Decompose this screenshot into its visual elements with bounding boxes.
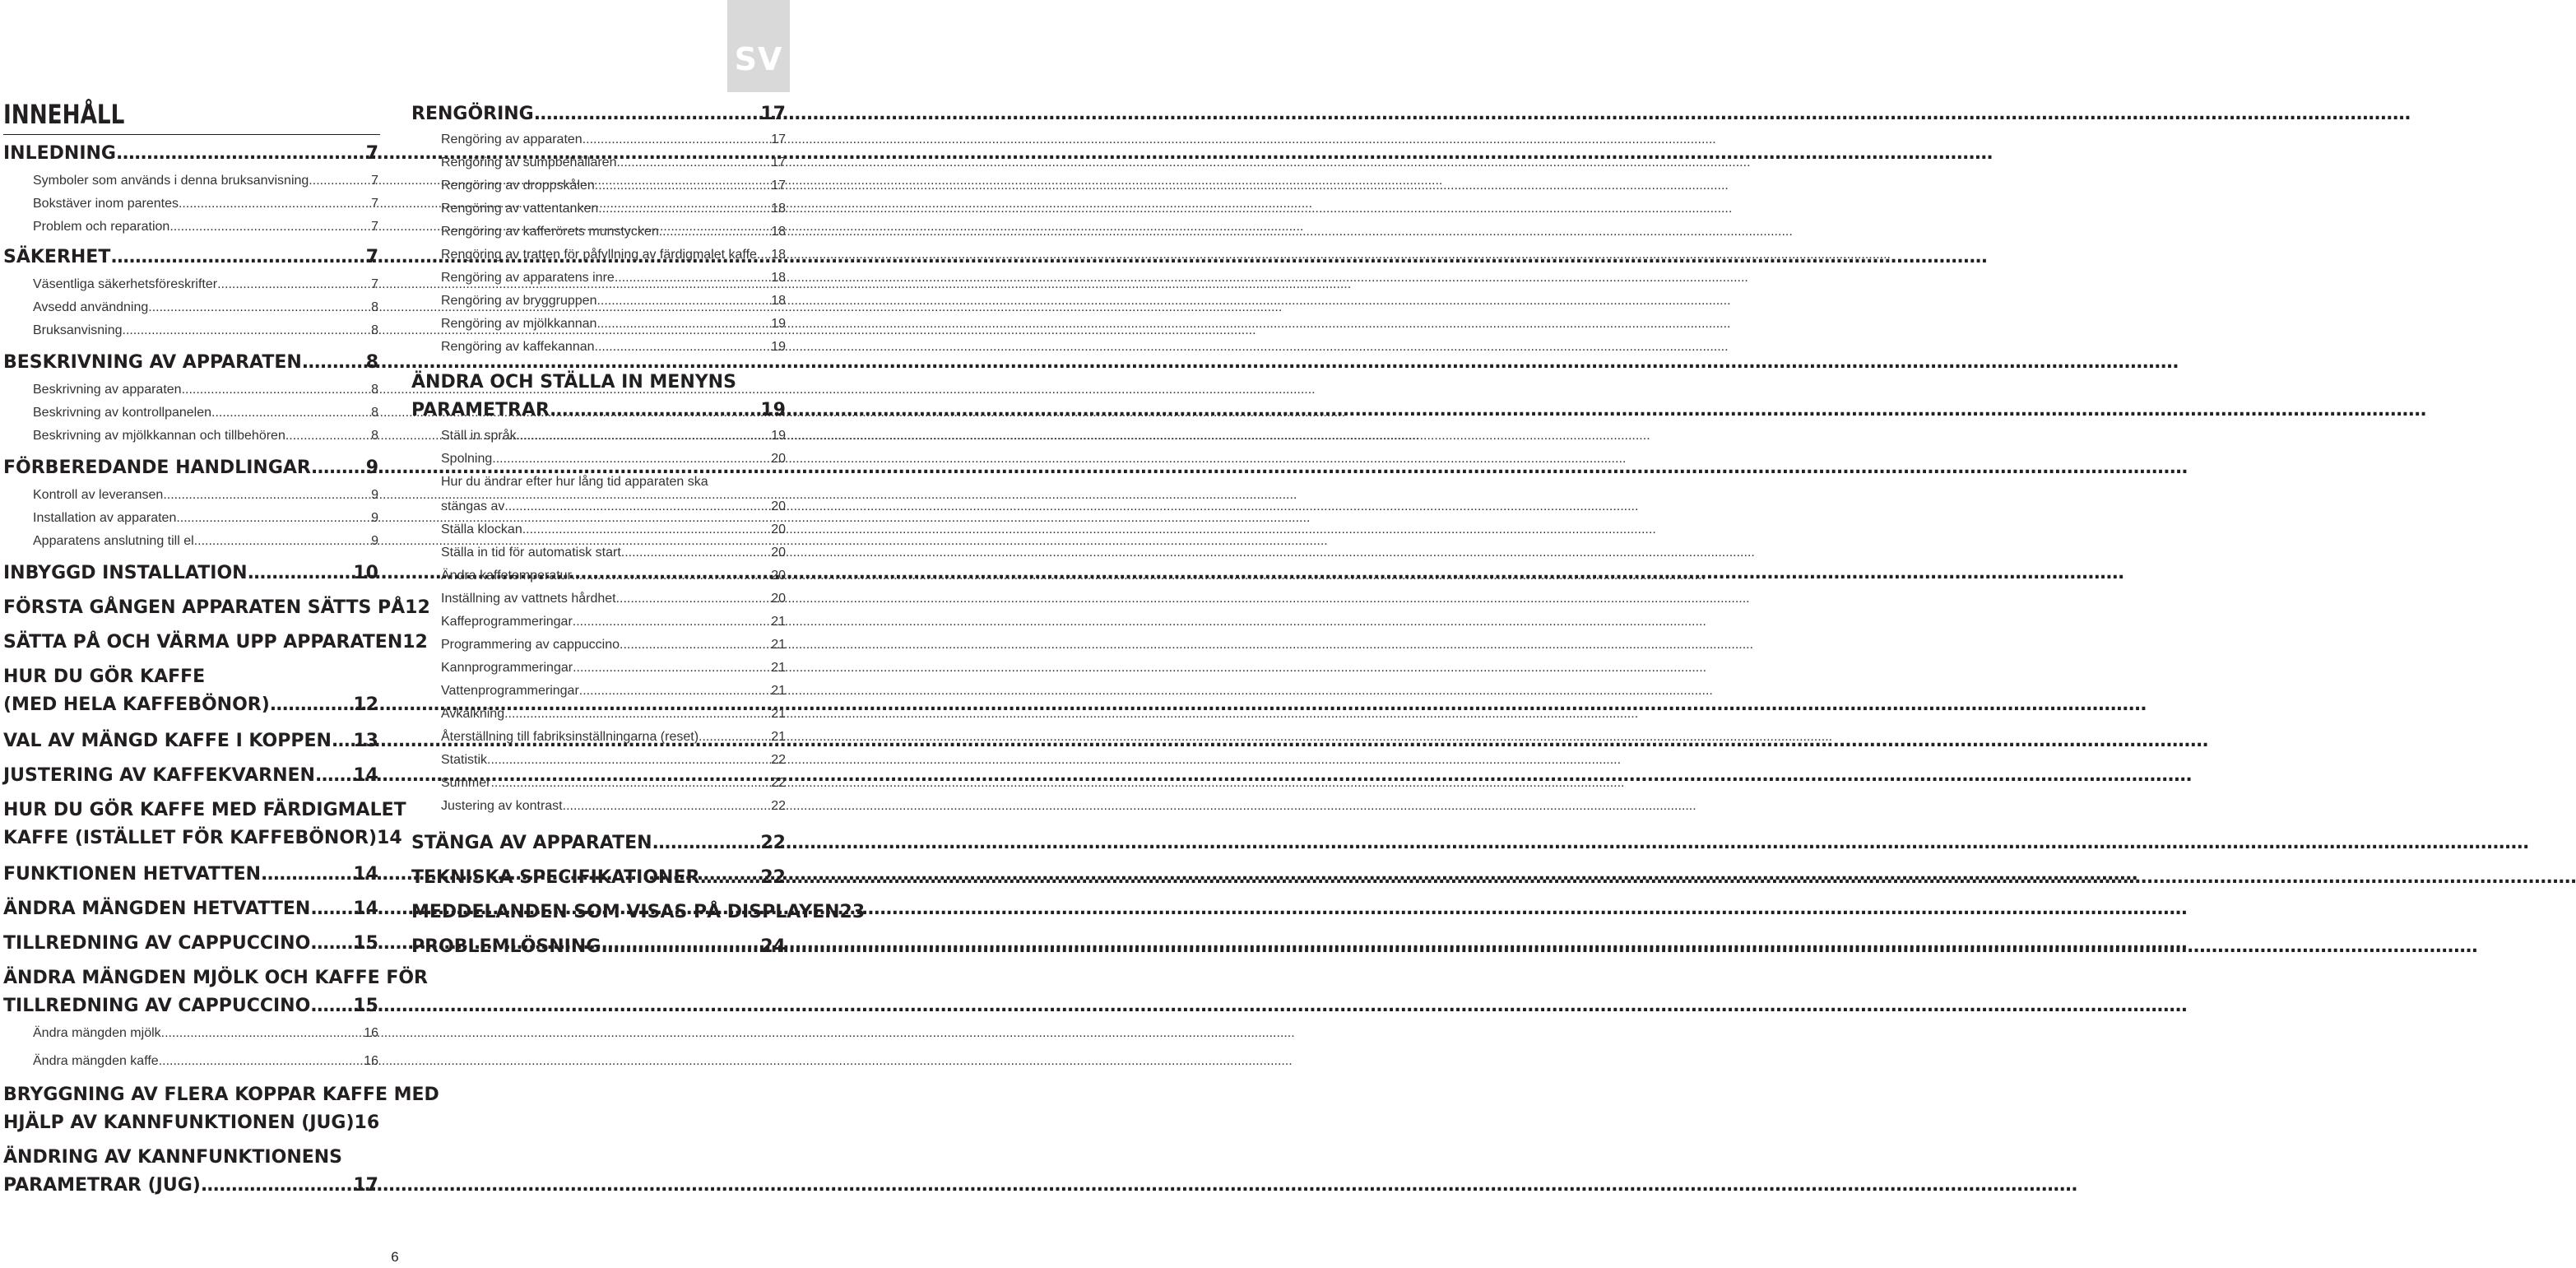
toc-entry-title: PARAMETRAR [411, 400, 550, 420]
toc-subentry[interactable] [441, 449, 786, 469]
toc-dot-leader [699, 727, 771, 747]
toc-dot-leader [596, 314, 771, 334]
toc-page-number: 19 [771, 317, 786, 331]
toc-entry-title: Kannprogrammeringar [441, 661, 573, 675]
toc-dot-leader [595, 337, 772, 357]
toc-dot-leader [116, 142, 366, 166]
toc-subentry[interactable] [33, 321, 378, 341]
toc-page-number: 17 [771, 132, 786, 146]
toc-entry-title: Ändra mängden mjölk [33, 1026, 161, 1040]
toc-dot-leader [563, 797, 772, 816]
toc-entry-title: Rengöring av sumpbehållaren [441, 156, 617, 170]
toc-entry-title-part: BRYGGNING AV FLERA KOPPAR KAFFE MED [3, 1085, 439, 1105]
toc-page-number: 15 [353, 933, 378, 954]
toc-dot-leader [487, 750, 771, 770]
toc-subentry[interactable] [441, 543, 786, 563]
toc-dot-leader [211, 403, 371, 423]
toc-dot-leader [699, 866, 760, 890]
toc-subentry[interactable] [33, 1024, 378, 1043]
toc-subentry[interactable] [441, 245, 786, 265]
toc-dot-leader [490, 773, 771, 793]
toc-entry-title: Rengöring av kaffekannan [441, 340, 595, 354]
toc-subentry[interactable] [441, 130, 786, 150]
toc-dot-leader [310, 897, 353, 922]
toc-page-number: 18 [771, 294, 786, 308]
toc-entry-title: Rengöring av bryggruppen [441, 294, 597, 308]
toc-entry-title: INBYGGD INSTALLATION [3, 563, 248, 583]
toc-page-number: 10 [353, 563, 378, 583]
toc-entry-title: PARAMETRAR (JUG) [3, 1175, 201, 1196]
toc-page-number: 21 [771, 661, 786, 675]
toc-entry-title: Ändra mängden kaffe [33, 1054, 159, 1068]
toc-dot-leader [285, 426, 371, 446]
toc-entry-title: Beskrivning av apparaten [33, 383, 182, 397]
toc-entry-title: FÖRBEREDANDE HANDLINGAR [3, 458, 311, 478]
toc-heading-line [3, 665, 205, 690]
toc-entry-title: Spolning [441, 452, 493, 466]
toc-heading[interactable] [3, 826, 402, 851]
toc-entry-title: Beskrivning av mjölkkannan och tillbehören [33, 429, 285, 443]
toc-entry-title: Summer [441, 776, 491, 790]
toc-dot-leader [270, 693, 354, 718]
toc-entry-title: Ställ in språk [441, 429, 517, 443]
toc-dot-leader [315, 764, 353, 788]
page-number: 6 [391, 1249, 399, 1265]
toc-heading[interactable] [3, 245, 378, 270]
toc-heading[interactable] [3, 862, 378, 887]
toc-page-number: 19 [771, 429, 786, 443]
toc-heading[interactable] [3, 596, 430, 620]
toc-dot-leader [201, 1173, 354, 1198]
toc-entry-title-part: HUR DU GÖR KAFFE [3, 667, 206, 687]
toc-dot-leader [659, 222, 771, 242]
toc-page-number: 8 [371, 300, 378, 314]
toc-heading-line [3, 798, 406, 823]
toc-subentry[interactable] [33, 485, 378, 505]
toc-page-number: 14 [353, 765, 378, 786]
toc-heading[interactable] [3, 729, 378, 754]
toc-dot-leader [492, 449, 771, 469]
toc-heading[interactable] [3, 456, 378, 481]
toc-heading[interactable] [411, 831, 786, 856]
toc-heading-line [3, 1083, 439, 1108]
toc-entry-title: TILLREDNING AV CAPPUCCINO [3, 996, 311, 1016]
toc-subentry[interactable] [441, 291, 786, 311]
toc-entry-title: RENGÖRING [411, 104, 534, 124]
toc-dot-leader [596, 291, 771, 311]
toc-heading[interactable] [3, 931, 378, 956]
toc-page-number: 17 [771, 156, 786, 170]
toc-dot-leader [616, 589, 772, 609]
toc-subentry[interactable] [441, 497, 786, 517]
toc-page-number: 9 [371, 534, 378, 548]
toc-page-number: 19 [760, 400, 786, 420]
toc-heading[interactable] [3, 897, 378, 922]
toc-page-number: 16 [364, 1026, 378, 1040]
toc-entry-title: FÖRSTA GÅNGEN APPARATEN SÄTTS PÅ [3, 597, 406, 618]
toc-dot-leader [573, 612, 771, 632]
toc-page-number: 20 [771, 546, 786, 560]
toc-page-number: 22 [760, 833, 786, 853]
toc-dot-leader [595, 176, 771, 196]
toc-heading[interactable] [411, 102, 786, 127]
toc-subentry[interactable] [441, 797, 786, 816]
toc-page-number: 22 [771, 776, 786, 790]
toc-entry-title: INLEDNING [3, 143, 116, 164]
toc-dot-leader [148, 298, 371, 318]
toc-heading[interactable] [3, 693, 378, 718]
toc-entry-title: Kontroll av leveransen [33, 488, 164, 502]
toc-heading[interactable] [411, 866, 786, 890]
toc-subentry[interactable] [33, 403, 378, 423]
toc-dot-leader [757, 245, 771, 265]
toc-page-number: 20 [771, 452, 786, 466]
toc-dot-leader [583, 130, 772, 150]
toc-page-number: 7 [371, 197, 378, 211]
toc-page-number: 21 [771, 707, 786, 721]
toc-entry-title: STÄNGA AV APPARATEN [411, 833, 652, 853]
toc-entry-title: Rengöring av tratten för påfyllning av färdigmalet kaffe [441, 248, 757, 262]
toc-subentry[interactable] [33, 426, 378, 446]
toc-entry-title: Rengöring av apparatens inre [441, 271, 615, 285]
toc-heading[interactable] [411, 935, 786, 959]
toc-page-number: 22 [760, 867, 786, 888]
toc-heading[interactable] [3, 351, 378, 375]
toc-page-number: 7 [371, 277, 378, 291]
toc-page-number: 19 [771, 340, 786, 354]
toc-subentry[interactable] [441, 426, 786, 446]
toc-entry-title: stängas av [441, 499, 505, 513]
toc-dot-leader [572, 566, 771, 586]
toc-entry-title: KAFFE (ISTÄLLET FÖR KAFFEBÖNOR) [3, 828, 378, 848]
toc-dot-leader [601, 935, 760, 959]
toc-entry-title-part: HUR DU GÖR KAFFE MED FÄRDIGMALET [3, 800, 406, 820]
toc-page-number: 20 [771, 499, 786, 513]
toc-entry-title: Beskrivning av kontrollpanelen [33, 406, 212, 420]
toc-entry-title: Avsedd användning [33, 300, 149, 314]
toc-dot-leader [620, 635, 771, 655]
toc-subentry[interactable] [441, 566, 786, 586]
toc-page-number: 21 [771, 730, 786, 744]
toc-page-number: 14 [377, 828, 402, 848]
toc-dot-leader [169, 217, 371, 237]
toc-page-number: 18 [771, 248, 786, 262]
toc-dot-leader [573, 658, 771, 678]
language-tab [727, 0, 790, 92]
toc-subentry[interactable] [441, 520, 786, 540]
toc-page-number: 8 [365, 352, 378, 373]
toc-dot-leader [652, 831, 761, 856]
toc-heading[interactable] [411, 398, 786, 423]
toc-page-number: 23 [839, 902, 866, 922]
toc-subentry[interactable] [33, 217, 378, 237]
toc-subentry[interactable] [33, 275, 378, 295]
toc-page-number: 7 [371, 174, 378, 188]
toc-page-number: 14 [353, 864, 378, 885]
toc-dot-leader [309, 171, 371, 191]
toc-entry-title: MEDDELANDEN SOM VISAS PÅ DISPLAYEN [411, 902, 840, 922]
toc-entry-title-part: Hur du ändrar efter hur lång tid apparaten ska [441, 475, 708, 489]
toc-heading[interactable] [3, 994, 378, 1019]
toc-page-number: 12 [402, 632, 428, 653]
toc-subentry[interactable] [441, 314, 786, 334]
toc-subentry[interactable] [33, 1052, 378, 1071]
toc-heading[interactable] [3, 1173, 378, 1198]
toc-dot-leader [302, 351, 366, 375]
toc-entry-title: Kaffeprogrammeringar [441, 615, 573, 629]
toc-page-number: 17 [760, 104, 786, 124]
toc-entry-title: Justering av kontrast [441, 799, 563, 813]
toc-subentry[interactable] [441, 658, 786, 678]
toc-page-number: 9 [371, 511, 378, 525]
toc-entry-title: Väsentliga säkerhetsföreskrifter [33, 277, 218, 291]
toc-entry-title-part: ÄNDRA OCH STÄLLA IN MENYNS [411, 372, 736, 392]
toc-subentry[interactable] [33, 171, 378, 191]
toc-entry-title: Bokstäver inom parentes [33, 197, 179, 211]
toc-entry-title: Symboler som används i denna bruksanvisning [33, 174, 309, 188]
toc-entry-title: SÄTTA PÅ OCH VÄRMA UPP APPARATEN [3, 632, 403, 653]
toc-page-number: 15 [353, 996, 378, 1016]
toc-dot-leader [517, 426, 772, 446]
toc-page-number: 20 [771, 592, 786, 606]
toc-dot-leader [176, 509, 371, 528]
toc-subentry[interactable] [441, 750, 786, 770]
toc-entry-title: Rengöring av kafferörets munstycken [441, 225, 659, 239]
toc-dot-leader [310, 994, 353, 1019]
toc-page-number: 21 [771, 638, 786, 652]
toc-subentry[interactable] [441, 727, 786, 747]
toc-heading[interactable] [3, 630, 428, 655]
toc-entry-title: VAL AV MÄNGD KAFFE I KOPPEN [3, 731, 332, 751]
toc-entry-title-part: ÄNDRING AV KANNFUNKTIONENS [3, 1147, 343, 1168]
toc-subentry[interactable] [441, 635, 786, 655]
toc-entry-title: Ställa klockan [441, 523, 522, 536]
toc-dot-leader [194, 532, 371, 551]
toc-page-number: 22 [771, 799, 786, 813]
toc-page-number: 8 [371, 383, 378, 397]
toc-subentry[interactable] [441, 199, 786, 219]
toc-entry-title: FUNKTIONEN HETVATTEN [3, 864, 262, 885]
toc-entry-title: HJÄLP AV KANNFUNKTIONEN (JUG) [3, 1112, 355, 1133]
toc-page-number: 22 [771, 753, 786, 767]
toc-page-number: 12 [405, 597, 430, 618]
toc-entry-title: Programmering av cappuccino [441, 638, 620, 652]
toc-subentry[interactable] [33, 532, 378, 551]
toc-dot-leader [159, 1052, 364, 1071]
toc-subentry[interactable] [33, 298, 378, 318]
toc-subentry[interactable] [441, 337, 786, 357]
toc-dot-leader [123, 321, 372, 341]
toc-heading-line [3, 1145, 342, 1170]
toc-entry-title: Statistik [441, 753, 488, 767]
toc-page-number: 7 [365, 143, 378, 164]
toc-dot-leader [550, 398, 760, 423]
toc-page-number: 17 [353, 1175, 378, 1196]
toc-page-number: 9 [371, 488, 378, 502]
toc-entry-title: PROBLEMLÖSNING [411, 936, 601, 957]
toc-dot-leader [616, 153, 771, 173]
toc-entry-title: JUSTERING AV KAFFEKVARNEN [3, 765, 315, 786]
toc-entry-title: Bruksanvisning [33, 323, 123, 337]
toc-heading-line [3, 966, 428, 991]
toc-page-number: 18 [771, 271, 786, 285]
toc-dot-leader [110, 245, 365, 270]
toc-entry-title: TILLREDNING AV CAPPUCCINO [3, 933, 311, 954]
toc-heading[interactable] [3, 1111, 378, 1136]
toc-entry-title: ÄNDRA MÄNGDEN HETVATTEN [3, 899, 311, 919]
toc-heading-line [411, 370, 736, 395]
toc-page-number: 13 [353, 731, 378, 751]
toc-page-number: 20 [771, 569, 786, 583]
toc-dot-leader [579, 681, 771, 701]
toc-entry-title: (MED HELA KAFFEBÖNOR) [3, 694, 270, 715]
toc-page-number: 8 [371, 406, 378, 420]
toc-page-number: 7 [365, 247, 378, 267]
toc-dot-leader [332, 729, 353, 754]
toc-dot-leader [504, 704, 771, 724]
toc-dot-leader [621, 543, 771, 563]
page-title: INNEHÅLL [3, 99, 125, 130]
toc-entry-title: Rengöring av vattentanken [441, 202, 599, 216]
toc-entry-title: Vattenprogrammeringar [441, 684, 579, 698]
toc-page-number: 21 [771, 615, 786, 629]
toc-dot-leader [311, 456, 366, 481]
toc-entry-title: Installation av apparaten [33, 511, 177, 525]
toc-entry-title: Apparatens anslutning till el [33, 534, 194, 548]
toc-page-number: 7 [371, 220, 378, 234]
toc-heading[interactable] [3, 764, 378, 788]
toc-entry-title-part: ÄNDRA MÄNGDEN MJÖLK OCH KAFFE FÖR [3, 968, 428, 988]
toc-page-number: 24 [760, 936, 786, 957]
toc-dot-leader [504, 497, 771, 517]
toc-dot-leader [163, 485, 371, 505]
toc-subentry[interactable] [441, 176, 786, 196]
toc-dot-leader [522, 520, 771, 540]
toc-entry-title: Inställning av vattnets hårdhet [441, 592, 616, 606]
toc-subentry[interactable] [441, 153, 786, 173]
toc-dot-leader [310, 931, 353, 956]
toc-entry-title: Problem och reparation [33, 220, 170, 234]
toc-subentry[interactable] [33, 509, 378, 528]
toc-entry-title: Ändra kaffetemperatur [441, 569, 572, 583]
toc-entry-title: BESKRIVNING AV APPARATEN [3, 352, 302, 373]
toc-page-number: 18 [771, 225, 786, 239]
title-divider [3, 134, 380, 135]
toc-entry-title: SÄKERHET [3, 247, 111, 267]
toc-subentry[interactable] [33, 380, 378, 400]
toc-page-number: 17 [771, 179, 786, 193]
toc-subentry[interactable] [33, 194, 378, 214]
toc-entry-title: Återställning till fabriksinställningarna (reset) [441, 730, 699, 744]
toc-subentry[interactable] [441, 773, 786, 793]
toc-page-number: 9 [365, 458, 378, 478]
toc-subentry[interactable] [441, 704, 786, 724]
toc-dot-leader [261, 862, 353, 887]
toc-page-number: 16 [354, 1112, 380, 1133]
toc-heading[interactable] [3, 142, 378, 166]
toc-entry-title: Rengöring av mjölkkannan [441, 317, 597, 331]
toc-entry-title: Rengöring av apparaten [441, 132, 583, 146]
language-code: SV [734, 41, 783, 77]
toc-page-number: 12 [353, 694, 378, 715]
toc-subentry[interactable] [441, 268, 786, 288]
toc-dot-leader [182, 380, 372, 400]
toc-subentry[interactable] [441, 222, 786, 242]
toc-entry-title: Ställa in tid för automatisk start [441, 546, 621, 560]
toc-page-number: 8 [371, 323, 378, 337]
toc-page-number: 14 [353, 899, 378, 919]
toc-page-number: 18 [771, 202, 786, 216]
toc-subentry[interactable] [441, 681, 786, 701]
toc-heading[interactable] [3, 561, 378, 586]
toc-entry-title: TEKNISKA SPECIFIKATIONER [411, 867, 700, 888]
toc-subentry[interactable] [441, 589, 786, 609]
toc-dot-leader [217, 275, 371, 295]
toc-dot-leader [615, 268, 771, 288]
toc-dot-leader [534, 102, 761, 127]
toc-heading[interactable] [411, 900, 866, 925]
toc-page-number: 21 [771, 684, 786, 698]
toc-dot-leader [598, 199, 771, 219]
toc-subentry-line [441, 472, 708, 492]
toc-dot-leader [161, 1024, 364, 1043]
toc-dot-leader [248, 561, 354, 586]
toc-entry-title: Avkalkning [441, 707, 505, 721]
toc-page-number: 16 [364, 1054, 378, 1068]
toc-page-number: 20 [771, 523, 786, 536]
toc-dot-leader [179, 194, 371, 214]
toc-subentry[interactable] [441, 612, 786, 632]
toc-page-number: 8 [371, 429, 378, 443]
toc-entry-title: Rengöring av droppskålen [441, 179, 595, 193]
